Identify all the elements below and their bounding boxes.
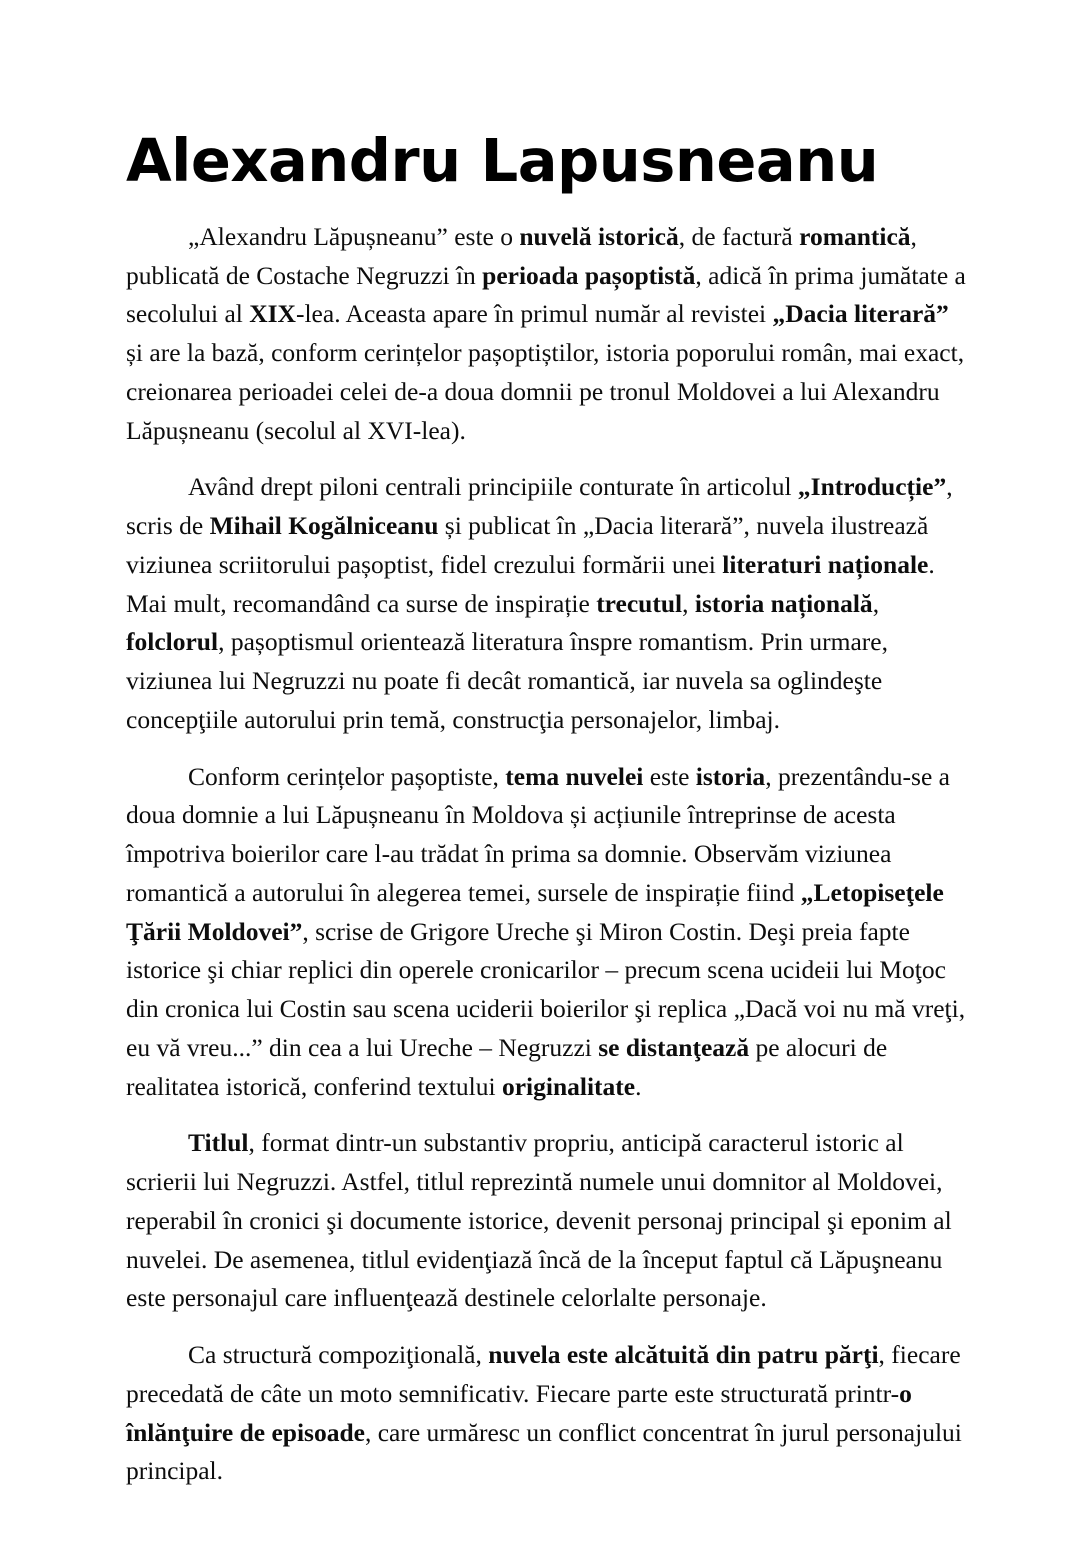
- paragraph: Titlul, format dintr-un substantiv propriu, anticipă caracterul istoric al scrierii lui Negruzzi. Astfel, titlul reprezintă numele unui domnitor al Moldovei, reperabil în cronici şi documente istorice, devenit personaj principal şi eponim al nuvelei. De asemenea, titlul evidenţiază încă de la început faptul că Lăpuşneanu este personajul care influenţează destinele celorlalte personaje.: [126, 1128, 952, 1313]
- paragraph: Ca structură compoziţională, nuvela este alcătuită din patru părţi, fiecare precedată de câte un moto semnificativ. Fiecare parte este structurată printr-o înlănţuire de episoade, care urmăresc un conflict concentrat în jurul personajului principal.: [126, 1340, 962, 1486]
- paragraph: „Alexandru Lăpușneanu” este o nuvelă istorică, de factură romantică, publicată de Costache Negruzzi în perioada pașoptistă, adică în prima jumătate a secolului al XIX-lea. Aceasta apare în primul număr al revistei „Dacia literară” și are la bază, conform cerințelor pașoptiștilor, istoria poporului român, mai exact, creionarea perioadei celei de-a doua domnii pe tronul Moldovei a lui Alexandru Lăpușneanu (secolul al XVI-lea).: [126, 221, 966, 445]
- document-body: [126, 218, 972, 1491]
- paragraph: Având drept piloni centrali principiile conturate în articolul „Introducție”, scris de Mihail Kogălniceanu și publicat în „Dacia literară”, nuvela ilustrează viziunea scriitorului pașoptist, fidel crezului formării unei literaturi naționale. Mai mult, recomandând ca surse de inspirație trecutul, istoria națională, folclorul, pașoptismul orientează literatura înspre romantism. Prin urmare, viziunea lui Negruzzi nu poate fi decât romantică, iar nuvela sa oglindeşte concepţiile autorului prin temă, construcţia personajelor, limbaj.: [126, 472, 953, 734]
- paragraph: Conform cerințelor pașoptiste, tema nuvelei este istoria, prezentându-se a doua domnie a lui Lăpușneanu în Moldova și acțiunile întreprinse de acesta împotriva boierilor care l-au trădat în prima sa domnie. Observăm viziunea romantică a autorului în alegerea temei, sursele de inspirație fiind „Letopiseţele Ţării Moldovei”, scrise de Grigore Ureche şi Miron Costin. Deşi preia fapte istorice şi chiar replici din operele cronicarilor – precum scena ucideii lui Moţoc din cronica lui Costin sau scena uciderii boierilor şi replica „Dacă voi nu mă vreţi, eu vă vreu...” din cea a lui Ureche – Negruzzi se distanţează pe alocuri de realitatea istorică, conferind textului originalitate.: [126, 761, 966, 1101]
- page-title: Alexandru Lapusneanu: [126, 126, 879, 195]
